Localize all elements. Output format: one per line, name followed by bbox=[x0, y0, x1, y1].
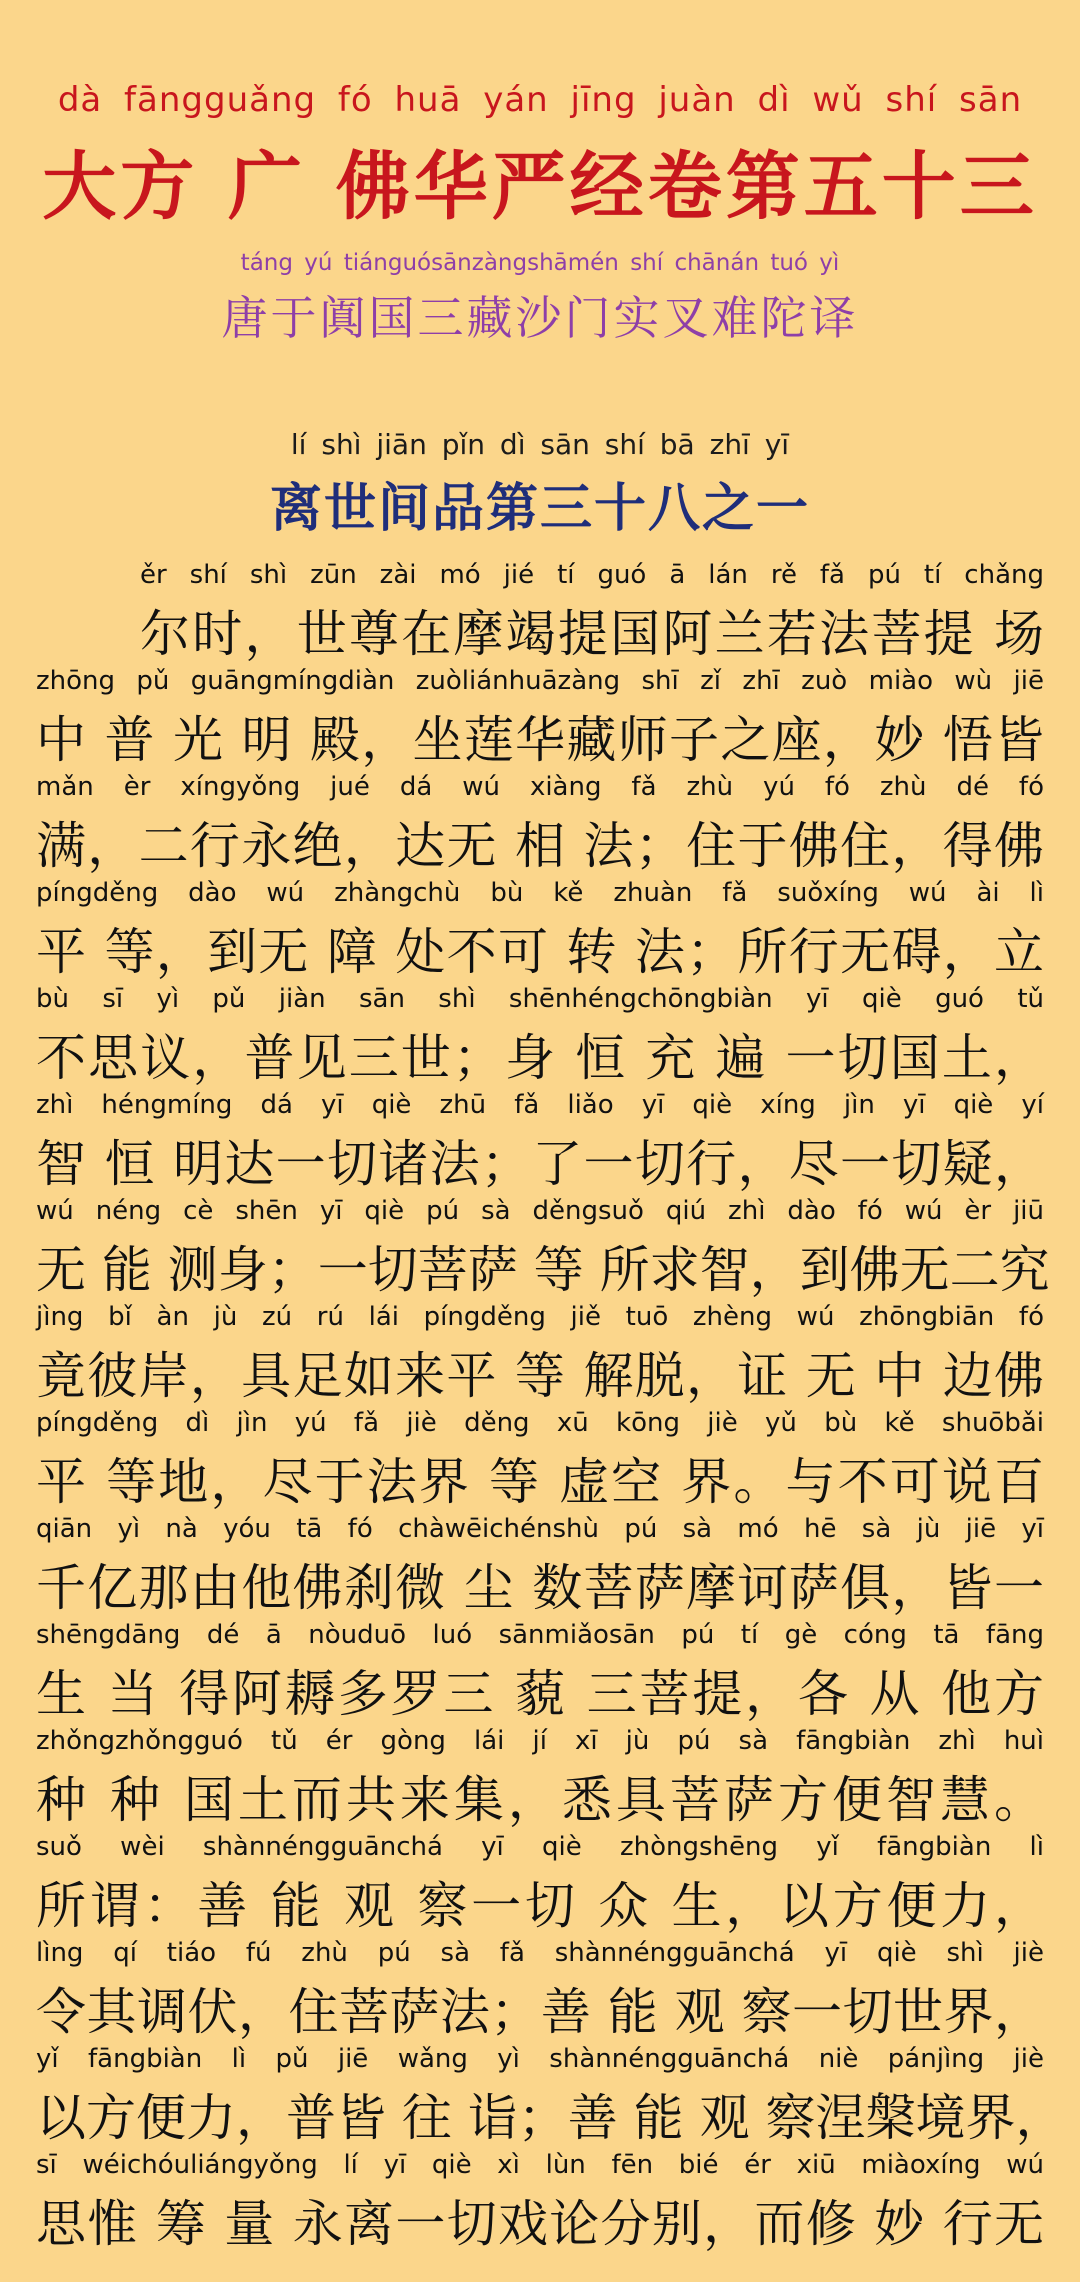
title-text: 大方 广 佛华严经卷第五十三 bbox=[42, 144, 1038, 230]
text-line bbox=[0, 1938, 1080, 2044]
hanzi-line: 千亿那由他佛刹微 尘 数菩萨摩诃萨俱，皆一 bbox=[36, 1559, 1044, 1617]
scripture-body bbox=[0, 560, 1080, 2256]
pinyin-line: zhǒngzhǒngguó tǔ ér gòng lái jí xī jù pú sà fāngbiàn zhì huì bbox=[36, 1726, 1044, 1756]
text-line bbox=[0, 1302, 1080, 1408]
hanzi-line: 无 能 测身；一切菩萨 等 所求智，到佛无二究 bbox=[36, 1241, 1050, 1299]
text-line bbox=[0, 666, 1080, 772]
pinyin-line: zhōng pǔ guāngmíngdiàn zuòliánhuāzàng shī zǐ zhī zuò miào wù jiē bbox=[36, 666, 1044, 696]
text-line bbox=[0, 1726, 1080, 1832]
text-line bbox=[0, 1832, 1080, 1938]
text-line bbox=[0, 2150, 1080, 2256]
hanzi-line: 竟彼岸，具足如来平 等 解脱，证 无 中 边佛 bbox=[36, 1347, 1044, 1405]
pinyin-line: jìng bǐ àn jù zú rú lái píngděng jiě tuō zhèng wú zhōngbiān fó bbox=[36, 1302, 1044, 1332]
pinyin-line: ěr shí shì zūn zài mó jié tí guó ā lán rě fǎ pú tí chǎng bbox=[140, 560, 1044, 590]
text-line bbox=[0, 878, 1080, 984]
hanzi-line: 中 普 光 明 殿，坐莲华藏师子之座，妙 悟皆 bbox=[36, 711, 1044, 769]
chapter-pinyin: lí shì jiān pǐn dì sān shí bā zhī yī bbox=[290, 428, 790, 461]
text-line bbox=[0, 1514, 1080, 1620]
hanzi-line: 种 种 国土而共来集，悉具菩萨方便智慧。 bbox=[36, 1771, 1044, 1829]
pinyin-line: mǎn èr xíngyǒng jué dá wú xiàng fǎ zhù yú fó zhù dé fó bbox=[36, 772, 1044, 802]
pinyin-line: sī wéichóuliángyǒng lí yī qiè xì lùn fēn bié ér xiū miàoxíng wú bbox=[36, 2150, 1044, 2180]
hanzi-line: 思惟 筹 量 永离一切戏论分别，而修 妙 行无 bbox=[36, 2195, 1044, 2253]
pinyin-line: píngděng dì jìn yú fǎ jiè děng xū kōng jiè yǔ bù kě shuōbǎi bbox=[36, 1408, 1044, 1438]
hanzi-line: 平 等，到无 障 处不可 转 法；所行无碍，立 bbox=[36, 923, 1044, 981]
hanzi-line: 生 当 得阿耨多罗三 藐 三菩提，各 从 他方 bbox=[36, 1665, 1044, 1723]
text-line bbox=[0, 1408, 1080, 1514]
pinyin-line: bù sī yì pǔ jiàn sān shì shēnhéngchōngbiàn yī qiè guó tǔ bbox=[36, 984, 1044, 1014]
hanzi-line: 所谓：善 能 观 察一切 众 生，以方便力， bbox=[36, 1877, 1044, 1935]
text-line bbox=[0, 1090, 1080, 1196]
translator-pinyin: táng yú tiánguósānzàngshāmén shí chānán tuó yì bbox=[240, 250, 840, 276]
text-line bbox=[0, 1196, 1080, 1302]
hanzi-line: 令其调伏，住菩萨法；善 能 观 察一切世界， bbox=[36, 1983, 1044, 2041]
title-pinyin: dà fāngguǎng fó huā yán jīng juàn dì wǔ shí sān bbox=[57, 80, 1023, 120]
hanzi-line: 以方便力，普皆 往 诣；善 能 观 察涅槃境界， bbox=[36, 2089, 1066, 2147]
pinyin-line: suǒ wèi shànnéngguānchá yī qiè zhòngshēng yǐ fāngbiàn lì bbox=[36, 1832, 1044, 1862]
hanzi-line: 满，二行永绝，达无 相 法；住于佛住，得佛 bbox=[36, 817, 1044, 875]
pinyin-line: yǐ fāngbiàn lì pǔ jiē wǎng yì shànnéngguānchá niè pánjìng jiè bbox=[36, 2044, 1044, 2074]
pinyin-line: shēngdāng dé ā nòuduō luó sānmiǎosān pú tí gè cóng tā fāng bbox=[36, 1620, 1044, 1650]
chapter-heading: 离世间品第三十八之一 bbox=[269, 478, 810, 539]
pinyin-line: lìng qí tiáo fú zhù pú sà fǎ shànnéngguānchá yī qiè shì jiè bbox=[36, 1938, 1044, 1968]
text-line bbox=[0, 1620, 1080, 1726]
text-line bbox=[0, 772, 1080, 878]
hanzi-line: 平 等地，尽于法界 等 虚空 界。与不可说百 bbox=[36, 1453, 1044, 1511]
hanzi-line: 不思议，普见三世；身 恒 充 遍 一切国土， bbox=[36, 1029, 1044, 1087]
pinyin-line: qiān yì nà yóu tā fó chàwēichénshù pú sà mó hē sà jù jiē yī bbox=[36, 1514, 1044, 1544]
translator-text: 唐于阗国三藏沙门实叉难陀译 bbox=[221, 291, 859, 345]
pinyin-line: zhì héngmíng dá yī qiè zhū fǎ liǎo yī qiè xíng jìn yī qiè yí bbox=[36, 1090, 1044, 1120]
pinyin-line: píngděng dào wú zhàngchù bù kě zhuàn fǎ suǒxíng wú ài lì bbox=[36, 878, 1044, 908]
pinyin-line: wú néng cè shēn yī qiè pú sà děngsuǒ qiú zhì dào fó wú èr jiū bbox=[36, 1196, 1044, 1226]
text-line bbox=[0, 2044, 1080, 2150]
text-line bbox=[0, 984, 1080, 1090]
hanzi-line: 尔时，世尊在摩竭提国阿兰若法菩提 场 bbox=[140, 605, 1044, 663]
text-line bbox=[0, 560, 1080, 666]
hanzi-line: 智 恒 明达一切诸法；了一切行，尽一切疑， bbox=[36, 1135, 1044, 1193]
